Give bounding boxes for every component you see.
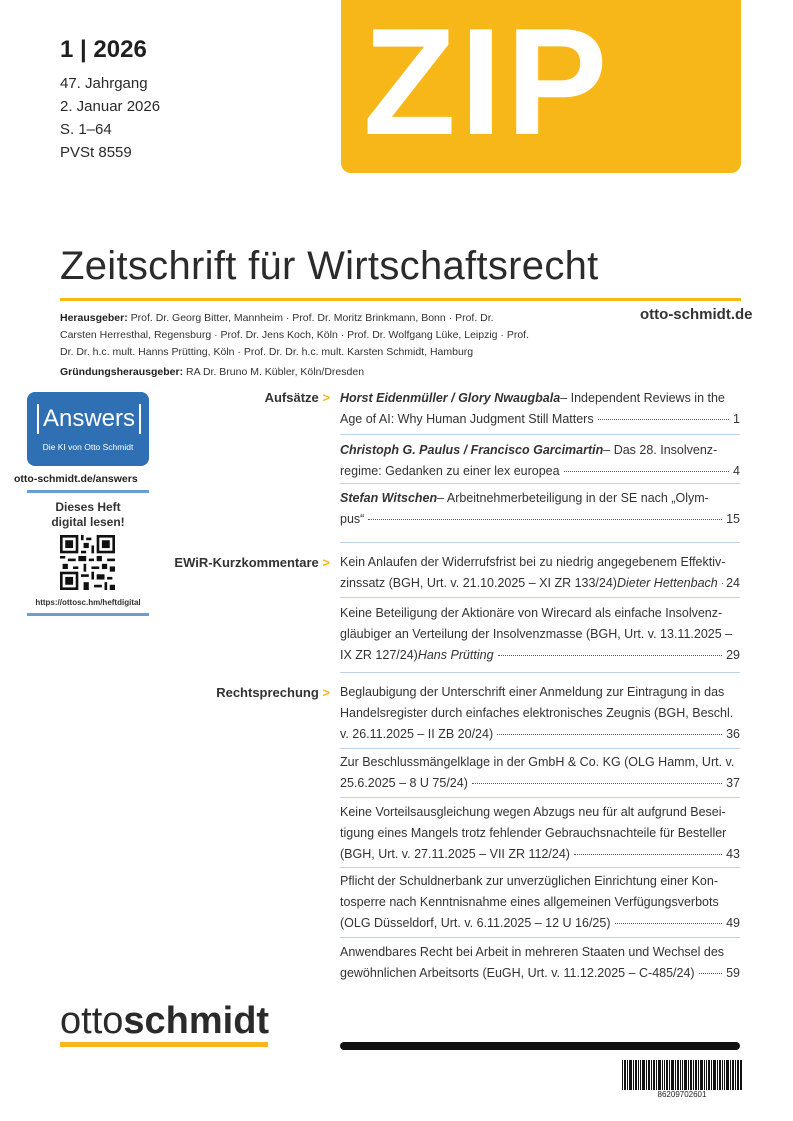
entry-title: Kein Anlaufen der Widerrufsfrist bei zu niedrig angegebenem Effektiv-: [340, 555, 726, 569]
answers-subtitle: Die KI von Otto Schmidt: [42, 442, 134, 452]
editors-line1: Prof. Dr. Georg Bitter, Mannheim · Prof. Dr. Moritz Brinkmann, Bonn · Prof. Dr.: [130, 312, 494, 324]
qr-code-icon[interactable]: [60, 535, 115, 590]
entry-title: – Das 28. Insolvenz-: [603, 443, 718, 457]
editors-line3: Dr. Dr. h.c. mult. Hanns Prütting, Köln · Prof. Dr. Dr. h.c. mult. Karsten Schmidt, Hamburg: [60, 346, 474, 358]
divider: [340, 597, 740, 598]
toc-entry[interactable]: [340, 388, 740, 430]
entry-title: Age of AI: Why Human Judgment Still Matters: [340, 412, 594, 426]
toc-entry[interactable]: [340, 440, 740, 482]
toc-entry[interactable]: [340, 942, 740, 984]
pvst: PVSt 8559: [60, 144, 132, 161]
divider: [340, 867, 740, 868]
digital-line1: Dieses Heft: [55, 500, 121, 514]
chevron-right-icon: >: [322, 390, 330, 405]
qr-url[interactable]: https://ottosc.hm/heftdigital: [35, 598, 141, 607]
editors-line2: Carsten Herresthal, Regensburg · Prof. Dr. Jens Koch, Köln · Prof. Dr. Wolfgang Lüke, Leipzig · Prof.: [60, 329, 530, 341]
brand-underline: [60, 1042, 268, 1047]
divider: [340, 434, 740, 435]
entry-page: 24: [726, 576, 740, 590]
entry-title: Keine Vorteilsausgleichung wegen Abzugs neu für alt aufgrund Besei-: [340, 805, 726, 819]
entry-title: pus“: [340, 512, 365, 526]
divider: [340, 797, 740, 798]
entry-title: Anwendbares Recht bei Arbeit in mehreren Staaten und Wechsel des: [340, 945, 725, 959]
barcode-icon: [622, 1060, 742, 1090]
divider: [340, 483, 740, 484]
entry-title: gewöhnlichen Arbeitsorts (EuGH, Urt. v. 11.12.2025 – C-485/24): [340, 966, 695, 980]
entry-page: 15: [726, 512, 740, 526]
entry-title: Pflicht der Schuldnerbank zur unverzüglichen Einrichtung einer Kon-: [340, 874, 718, 888]
toc-entry[interactable]: [340, 752, 740, 794]
volume: 47. Jahrgang: [60, 75, 148, 92]
section-recht-label: Rechtsprechung: [216, 685, 319, 700]
chevron-right-icon: >: [322, 555, 330, 570]
zip-logo: [341, 0, 741, 173]
entry-page: 59: [726, 966, 740, 980]
magazine-title: Zeitschrift für Wirtschaftsrecht: [60, 244, 599, 288]
entry-page: 1: [733, 412, 740, 426]
sidebar-rule: [27, 490, 149, 493]
title-rule: [60, 298, 741, 301]
editors-label: Herausgeber:: [60, 312, 128, 324]
divider: [340, 672, 740, 673]
barcode-number: 86209702601: [657, 1090, 707, 1099]
toc-entry[interactable]: [340, 603, 740, 666]
entry-authors: Stefan Witschen: [340, 491, 438, 505]
publisher-site[interactable]: otto-schmidt.de: [640, 306, 753, 323]
entry-title: (BGH, Urt. v. 27.11.2025 – VII ZR 112/24): [340, 847, 570, 861]
section-ewir-label: EWiR-Kurzkommentare: [174, 555, 319, 570]
toc-entry[interactable]: [340, 802, 740, 865]
entry-title: – Arbeitnehmerbeteiligung in der SE nach „Olym-: [437, 491, 709, 505]
entry-title: 25.6.2025 – 8 U 75/24): [340, 776, 468, 790]
entry-title: Keine Beteiligung der Aktionäre von Wirecard als einfache Insolvenz-: [340, 606, 723, 620]
founder-name: RA Dr. Bruno M. Kübler, Köln/Dresden: [186, 366, 365, 378]
entry-title: Beglaubigung der Unterschrift einer Anmeldung zur Eintragung in das: [340, 685, 725, 699]
answers-title: Answers: [37, 404, 141, 434]
entry-title: (OLG Düsseldorf, Urt. v. 6.11.2025 – 12 U 16/25): [340, 916, 611, 930]
entry-page: 43: [726, 847, 740, 861]
founder: [60, 366, 364, 378]
issue-number: 1 | 2026: [60, 36, 147, 63]
entry-page: 29: [726, 648, 740, 662]
divider: [340, 542, 740, 543]
entry-page: 36: [726, 727, 740, 741]
editors: [60, 310, 530, 361]
entry-author: Hans Prütting: [417, 648, 494, 662]
section-aufsaetze-label: Aufsätze: [264, 390, 319, 405]
sidebar-rule-bottom: [27, 613, 149, 616]
otto-schmidt-logo: [60, 1000, 269, 1043]
entry-page: 37: [726, 776, 740, 790]
toc-entry[interactable]: [340, 682, 740, 745]
brand-part1: otto: [60, 1000, 124, 1042]
entry-title: regime: Gedanken zu einer lex europea: [340, 464, 560, 478]
entry-title: v. 26.11.2025 – II ZB 20/24): [340, 727, 494, 741]
entry-title: tigung eines Mangels trotz fehlender Gebrauchsnachteile für Besteller: [340, 826, 727, 840]
entry-authors: Horst Eidenmüller / Glory Nwaugbala: [340, 391, 561, 405]
entry-title: tosperre nach Kenntnisnahme eines allgemeinen Verfügungsverbots: [340, 895, 719, 909]
footer-bar: [340, 1042, 740, 1050]
entry-title: – Independent Reviews in the: [560, 391, 725, 405]
page-range: S. 1–64: [60, 121, 112, 138]
issue-date: 2. Januar 2026: [60, 98, 161, 115]
section-aufsaetze: [130, 390, 330, 405]
zip-logo-text: ZIP: [363, 0, 612, 167]
entry-title: Zur Beschlussmängelklage in der GmbH & Co. KG (OLG Hamm, Urt. v.: [340, 755, 735, 769]
section-rechtsprechung: [130, 685, 330, 700]
toc-entry[interactable]: [340, 871, 740, 934]
entry-title: gläubiger an Verteilung der Insolvenzmasse (BGH, Urt. v. 13.11.2025 –: [340, 627, 733, 641]
founder-label: Gründungsherausgeber:: [60, 366, 184, 378]
entry-page: 4: [733, 464, 740, 478]
entry-title: zinssatz (BGH, Urt. v. 21.10.2025 – XI ZR 133/24): [340, 576, 617, 590]
entry-page: 49: [726, 916, 740, 930]
section-ewir: [130, 555, 330, 570]
divider: [340, 748, 740, 749]
divider: [340, 937, 740, 938]
answers-url[interactable]: otto-schmidt.de/answers: [14, 473, 138, 485]
entry-title: IX ZR 127/24): [340, 648, 418, 662]
entry-author: Dieter Hettenbach: [616, 576, 718, 590]
entry-title: Handelsregister durch einfaches elektronisches Zeugnis (BGH, Beschl.: [340, 706, 734, 720]
brand-part2: schmidt: [123, 1000, 270, 1042]
chevron-right-icon: >: [322, 685, 330, 700]
digital-line2: digital lesen!: [51, 515, 125, 529]
digital-read: [27, 500, 149, 530]
toc-entry[interactable]: [340, 552, 740, 594]
toc-entry[interactable]: [340, 488, 740, 530]
entry-authors: Christoph G. Paulus / Francisco Garcimartin: [340, 443, 604, 457]
